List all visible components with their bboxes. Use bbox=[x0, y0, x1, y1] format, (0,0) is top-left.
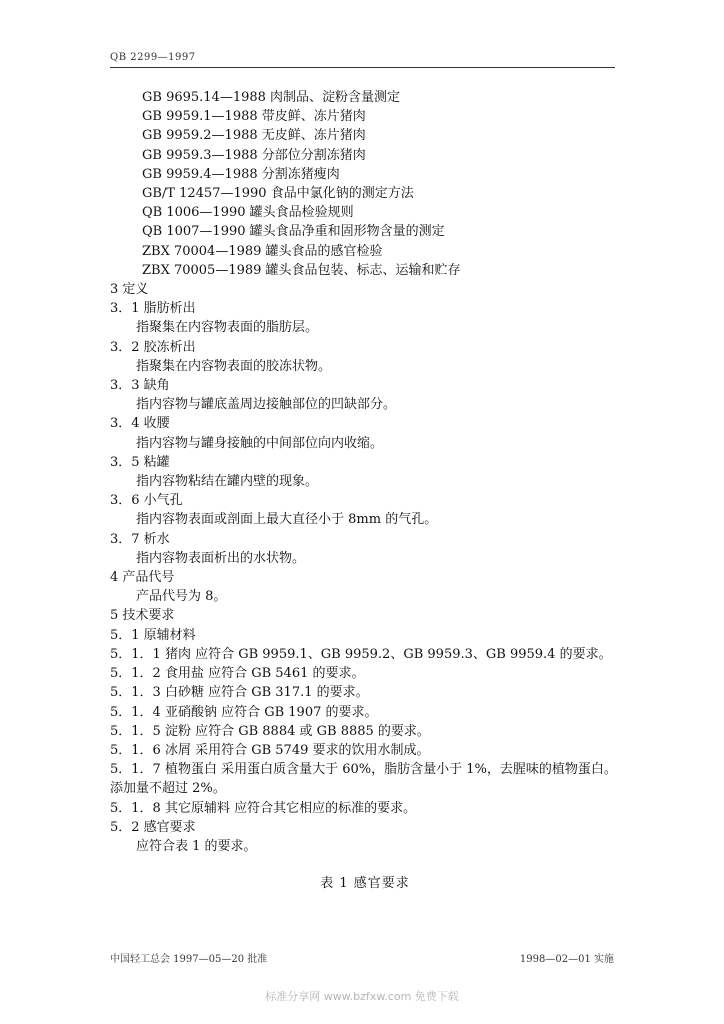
definition-title: 3．1 脂肪析出 bbox=[110, 301, 196, 317]
definition-text: 指聚集在内容物表面的脂肪层。 bbox=[136, 320, 319, 336]
sensory-text: 应符合表 1 的要求。 bbox=[136, 838, 257, 854]
material-item: 5．1．2 食用盐 应符合 GB 5461 的要求。 bbox=[110, 666, 365, 682]
approval-date: 中国轻工总会 1997—05—20 批准 bbox=[110, 954, 268, 965]
reference-item: ZBX 70005—1989 罐头食品包装、标志、运输和贮存 bbox=[142, 262, 461, 278]
material-item: 5．1．6 冰屑 采用符合 GB 5749 要求的饮用水制成。 bbox=[110, 742, 430, 758]
material-item: 5．1．1 猪肉 应符合 GB 9959.1、GB 9959.2、GB 9959.3、GB 9959.4 的要求。 bbox=[110, 646, 612, 662]
reference-list bbox=[110, 88, 620, 280]
header-rule bbox=[110, 67, 615, 68]
material-item: 5．1．7 植物蛋白 采用蛋白质含量大于 60%，脂肪含量小于 1%，去腥味的植物蛋白。添加量不超过 2%。 bbox=[110, 762, 617, 797]
material-item: 5．1．8 其它原辅料 应符合其它相应的标准的要求。 bbox=[110, 800, 417, 816]
section-heading-product-code: 4 产品代号 bbox=[110, 570, 175, 586]
reference-item: ZBX 70004—1989 罐头食品的感官检验 bbox=[142, 243, 383, 259]
definition-title: 3．4 收腰 bbox=[110, 416, 170, 432]
definition-title: 3．3 缺角 bbox=[110, 378, 170, 394]
definition-text: 指内容物与罐身接触的中间部位向内收缩。 bbox=[136, 435, 384, 451]
definition-text: 指内容物表面析出的水状物。 bbox=[136, 550, 306, 566]
product-code-text: 产品代号为 8。 bbox=[136, 589, 227, 605]
material-item: 5．1．3 白砂糖 应符合 GB 317.1 的要求。 bbox=[110, 685, 369, 701]
reference-item: GB 9959.4—1988 分割冻猪瘦肉 bbox=[142, 166, 340, 182]
reference-item: QB 1006—1990 罐头食品检验规则 bbox=[142, 205, 354, 221]
definition-text: 指内容物与罐底盖周边接触部位的凹缺部分。 bbox=[136, 397, 397, 413]
definition-text: 指内容物粘结在罐内壁的现象。 bbox=[136, 474, 319, 490]
material-item: 5．1．5 淀粉 应符合 GB 8884 或 GB 8885 的要求。 bbox=[110, 723, 430, 739]
reference-item: GB 9959.1—1988 带皮鲜、冻片猪肉 bbox=[142, 109, 366, 125]
definition-title: 3．5 粘罐 bbox=[110, 454, 170, 470]
table-title: 表 1 感官要求 bbox=[320, 876, 410, 892]
definition-text: 指内容物表面或剖面上最大直径小于 8mm 的气孔。 bbox=[136, 512, 438, 528]
definition-title: 3．7 析水 bbox=[110, 531, 170, 547]
reference-item: GB 9959.2—1988 无皮鲜、冻片猪肉 bbox=[142, 128, 366, 144]
definition-text: 指聚集在内容物表面的胶冻状物。 bbox=[136, 358, 332, 374]
tech-requirements-section bbox=[110, 606, 620, 856]
material-item: 5．1．4 亚硝酸钠 应符合 GB 1907 的要求。 bbox=[110, 704, 378, 720]
watermark: 标准分享网 www.bzfxw.com 免费下载 bbox=[265, 990, 459, 1003]
product-code-section bbox=[110, 568, 620, 606]
subsection-materials: 5．1 原辅材料 bbox=[110, 627, 196, 643]
implementation-date: 1998—02—01 实施 bbox=[519, 954, 614, 965]
document-body bbox=[110, 88, 620, 891]
reference-item: GB 9695.14—1988 肉制品、淀粉含量测定 bbox=[142, 90, 401, 105]
definitions-section bbox=[110, 280, 620, 568]
subsection-sensory: 5．2 感官要求 bbox=[110, 819, 196, 835]
section-heading-tech: 5 技术要求 bbox=[110, 608, 175, 624]
section-heading-definitions: 3 定义 bbox=[110, 282, 149, 298]
standard-code: QB 2299—1997 bbox=[110, 52, 196, 63]
reference-item: QB 1007—1990 罐头食品净重和固形物含量的测定 bbox=[142, 224, 445, 240]
reference-item: GB 9959.3—1988 分部位分割冻猪肉 bbox=[142, 147, 366, 163]
reference-item: GB/T 12457—1990 食品中氯化钠的测定方法 bbox=[142, 186, 414, 202]
definition-title: 3．2 胶冻析出 bbox=[110, 339, 196, 355]
definition-title: 3．6 小气孔 bbox=[110, 493, 183, 509]
